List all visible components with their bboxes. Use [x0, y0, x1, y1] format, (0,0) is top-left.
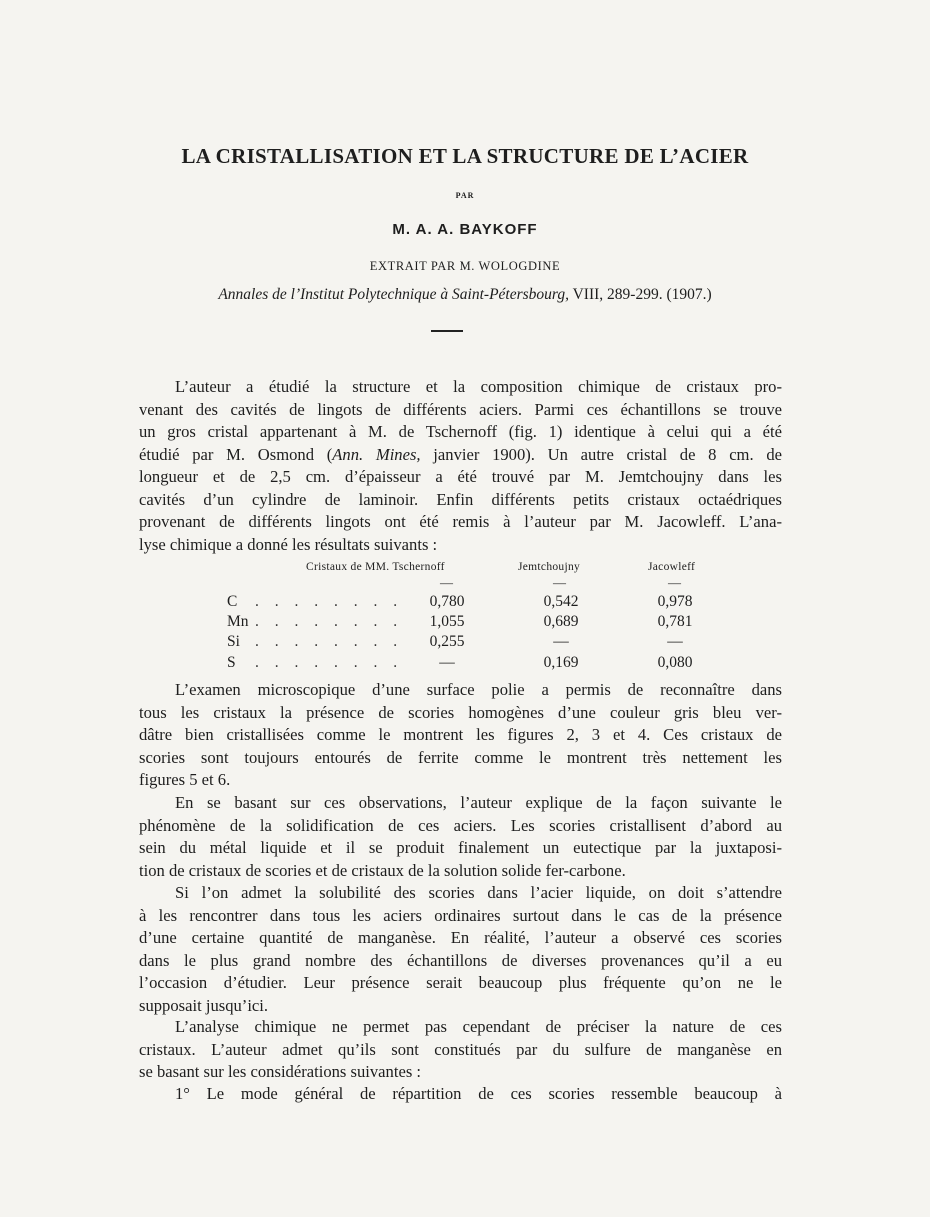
text-line: longueur et de 2,5 cm. d’épaisseur a été trouvé par M. Jemtchoujny dans les — [139, 467, 782, 486]
paragraph-3 — [139, 792, 782, 882]
text-line — [139, 444, 782, 467]
citation-details: VIII, 289-299. (1907.) — [569, 286, 712, 303]
value-jacowleff: 0,978 — [657, 593, 693, 610]
paragraph-5 — [139, 1016, 782, 1084]
text-line: dâtre bien cristallisées comme le montrent les figures 2, 3 et 4. Ces cristaux de — [139, 725, 782, 744]
value-jemtchoujny: 0,689 — [543, 613, 579, 630]
value-tschernoff: 0,255 — [429, 633, 465, 650]
text-line: venant des cavités de lingots de différents aciers. Parmi ces échantillons se trouve — [139, 399, 782, 419]
text-line: provenant de différents lingots ont été remis à l’auteur par M. Jacowleff. L’ana- — [139, 512, 782, 531]
citation — [0, 286, 930, 304]
leader-dots: . . . . . . . . — [255, 654, 404, 671]
value-tschernoff: 0,780 — [429, 593, 465, 610]
text-line: à les rencontrer dans tous les aciers ordinaires surtout dans le cas de la présence — [139, 905, 782, 925]
author-name: M. A. A. BAYKOFF — [392, 221, 538, 238]
text-line: sein du métal liquide et il se produit finalement un eutectique par la juxtaposi- — [139, 838, 782, 857]
value-jacowleff: — — [667, 633, 683, 650]
header-dash: — — [440, 575, 453, 590]
value-jacowleff: 0,781 — [657, 613, 693, 630]
text-line: lyse chimique a donné les résultats suivants : — [139, 534, 438, 554]
value-tschernoff: — — [439, 654, 455, 671]
paragraph-6 — [139, 1083, 782, 1106]
text-line: tous les cristaux la présence de scories homogènes d’une couleur gris bleu ver- — [139, 702, 782, 722]
text-line: tion de cristaux de scories et de cristaux de la solution solide fer-carbone. — [139, 860, 626, 880]
header-dash: — — [553, 575, 566, 590]
text-line: L’analyse chimique ne permet pas cependant de préciser la nature de ces — [175, 1017, 782, 1036]
table-row — [227, 654, 727, 674]
text-line: cristaux. L’auteur admet qu’ils sont constitués par du sulfure de manganèse en — [139, 1039, 782, 1059]
element-label: Mn — [227, 613, 249, 630]
value-jemtchoujny: 0,169 — [543, 654, 579, 671]
text-line: d’une certaine quantité de manganèse. En réalité, l’auteur a observé ces scories — [139, 928, 782, 947]
by-label: PAR — [455, 191, 475, 200]
value-jemtchoujny: — — [553, 633, 569, 650]
paragraph-4 — [139, 882, 782, 1017]
paragraph-1 — [139, 376, 782, 556]
article-title: LA CRISTALLISATION ET LA STRUCTURE DE L’ACIER — [181, 144, 749, 168]
table-header-tschernoff: Cristaux de MM. Tschernoff — [306, 561, 445, 573]
text-line: cavités d’un cylindre de laminoir. Enfin différents petits cristaux octaédriques — [139, 489, 782, 509]
text-line: dans le plus grand nombre des échantillons de diverses provenances qu’il a eu — [139, 950, 782, 970]
text-line: En se basant sur ces observations, l’auteur explique de la façon suivante le — [175, 793, 782, 812]
text-line: l’occasion d’étudier. Leur présence serait beaucoup plus fréquente qu’on ne le — [139, 973, 782, 992]
paragraph-2 — [139, 679, 782, 792]
text-line: 1° Le mode général de répartition de ces scories ressemble beaucoup à — [175, 1084, 782, 1103]
text-line: un gros cristal appartenant à M. de Tschernoff (fig. 1) identique à celui qui a été — [139, 422, 782, 441]
leader-dots: . . . . . . . . — [255, 613, 404, 630]
text-line: Si l’on admet la solubilité des scories dans l’acier liquide, on doit s’attendre — [175, 883, 782, 902]
text-fragment: janvier 1900). Un autre cristal de 8 cm. de — [420, 444, 782, 464]
text-line: L’auteur a étudié la structure et la composition chimique de cristaux pro- — [175, 377, 782, 396]
text-line: L’examen microscopique d’une surface polie a permis de reconnaître dans — [175, 680, 782, 699]
table-row — [227, 613, 727, 633]
separator-rule — [431, 330, 463, 332]
table-row — [227, 593, 727, 613]
element-label: Si — [227, 633, 240, 650]
text-line: supposait jusqu’ici. — [139, 995, 269, 1015]
text-line: figures 5 et 6. — [139, 770, 231, 789]
italic-reference: Ann. Mines, — [332, 444, 421, 464]
leader-dots: . . . . . . . . — [255, 593, 404, 610]
value-jacowleff: 0,080 — [657, 654, 693, 671]
text-line: se basant sur les considérations suivantes : — [139, 1062, 422, 1081]
value-jemtchoujny: 0,542 — [543, 593, 579, 610]
citation-journal: Annales de l’Institut Polytechnique à Saint-Pétersbourg, — [218, 286, 570, 303]
text-line: phénomène de la solidification de ces aciers. Les scories cristallisent d’abord au — [139, 815, 782, 835]
table-header-jemtchoujny: Jemtchoujny — [518, 561, 581, 573]
text-fragment: étudié par M. Osmond ( — [139, 444, 333, 464]
extract-note: EXTRAIT PAR M. WOLOGDINE — [369, 259, 561, 273]
value-tschernoff: 1,055 — [429, 613, 465, 630]
table-row — [227, 633, 727, 653]
element-label: C — [227, 593, 238, 610]
text-line: scories sont toujours entourés de ferrite comme le montrent très nettement les — [139, 747, 782, 767]
header-dash: — — [668, 575, 681, 590]
table-header-jacowleff: Jacowleff — [648, 561, 696, 573]
element-label: S — [227, 654, 236, 671]
leader-dots: . . . . . . . . — [255, 633, 404, 650]
